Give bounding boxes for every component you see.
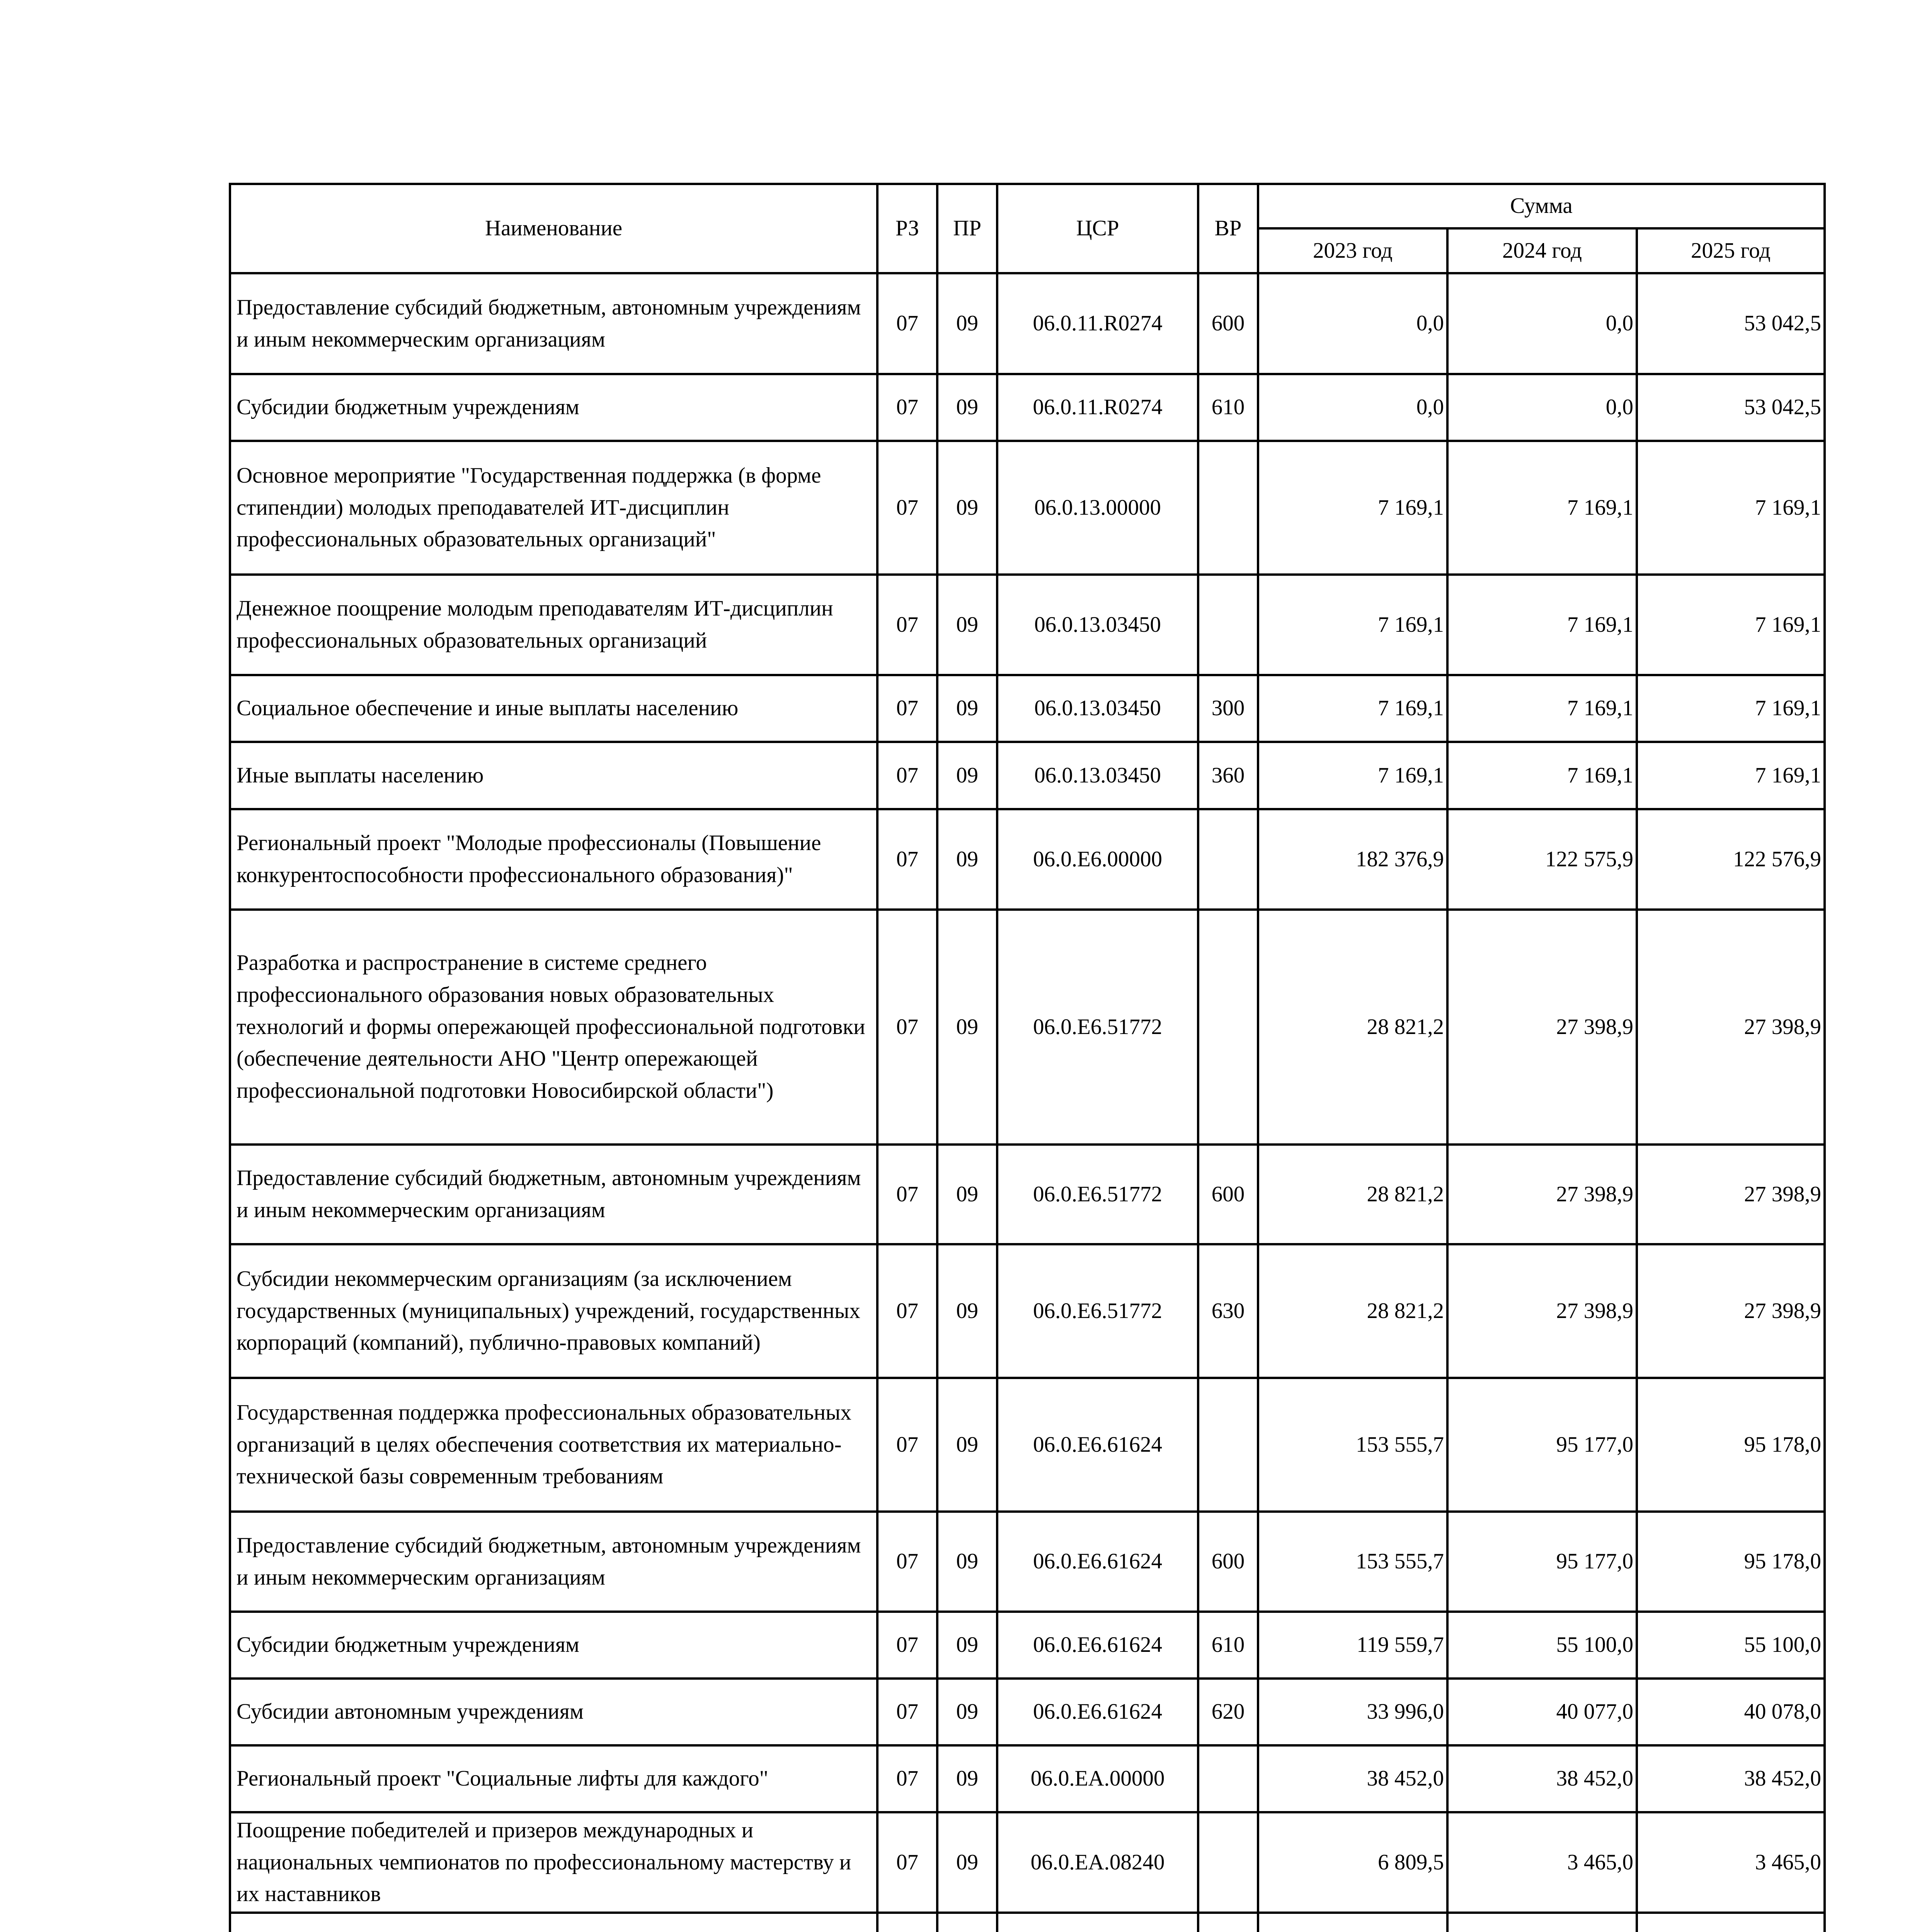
- cell-name: Предоставление субсидий бюджетным, автономным учреждениям и иным некоммерческим организациям: [230, 273, 877, 374]
- cell-rz: 07: [877, 1745, 937, 1812]
- header-name: Наименование: [230, 184, 877, 273]
- cell-vr: 300: [1198, 675, 1258, 742]
- cell-rz: 07: [877, 1612, 937, 1679]
- cell-2023: 0,0: [1258, 273, 1447, 374]
- cell-2025: 55 100,0: [1637, 1612, 1825, 1679]
- cell-csr: 06.0.E6.61624: [997, 1512, 1198, 1612]
- cell-vr: 630: [1198, 1244, 1258, 1378]
- cell-rz: 07: [877, 1812, 937, 1913]
- table-row: [230, 742, 1825, 809]
- table-row: [230, 910, 1825, 1145]
- cell-2024: 0,0: [1447, 374, 1637, 441]
- table-row: [230, 273, 1825, 374]
- cell-pr: 09: [937, 1812, 997, 1913]
- cell-csr: 06.0.E6.51772: [997, 1145, 1198, 1244]
- cell-vr: 610: [1198, 1612, 1258, 1679]
- cell-name: Региональный проект "Молодые профессионалы (Повышение конкурентоспособности профессионального образования)": [230, 809, 877, 910]
- cell-rz: 07: [877, 374, 937, 441]
- cell-2024: 27 398,9: [1447, 1244, 1637, 1378]
- cell-csr: 06.0.EA.00000: [997, 1745, 1198, 1812]
- table-row: [230, 1745, 1825, 1812]
- table-row: [230, 809, 1825, 910]
- cell-csr: 06.0.13.03450: [997, 575, 1198, 675]
- table-header: [230, 184, 1825, 273]
- cell-name: Разработка и распространение в системе среднего профессионального образования новых образовательных технологий и формы опережающей профессиональной подготовки (обеспечение деятельности АНО "Центр опережающей профессиональной подготовки Новосибирской области"): [230, 910, 877, 1145]
- cell-pr: 09: [937, 1612, 997, 1679]
- cell-pr: [937, 1913, 997, 1932]
- cell-2023: 28 821,2: [1258, 1244, 1447, 1378]
- cell-2025: [1637, 1913, 1825, 1932]
- header-year-2025: 2025 год: [1637, 228, 1825, 273]
- cell-name: Государственная поддержка профессиональных образовательных организаций в целях обеспечения соответствия их материально-технической базы современным требованиям: [230, 1378, 877, 1512]
- cell-2025: 95 178,0: [1637, 1512, 1825, 1612]
- cell-vr: 600: [1198, 1145, 1258, 1244]
- cell-rz: 07: [877, 910, 937, 1145]
- cell-name: Региональный проект "Социальные лифты для каждого": [230, 1745, 877, 1812]
- cell-csr: [997, 1913, 1198, 1932]
- cell-2025: 7 169,1: [1637, 742, 1825, 809]
- cell-2023: 7 169,1: [1258, 675, 1447, 742]
- header-vr: ВР: [1198, 184, 1258, 273]
- cell-2023: 7 169,1: [1258, 575, 1447, 675]
- cell-rz: 07: [877, 809, 937, 910]
- cell-vr: 600: [1198, 273, 1258, 374]
- cell-vr: 620: [1198, 1679, 1258, 1745]
- table-row: [230, 1512, 1825, 1612]
- cell-csr: 06.0.13.03450: [997, 742, 1198, 809]
- cell-2024: 7 169,1: [1447, 742, 1637, 809]
- table-row: [230, 1913, 1825, 1932]
- cell-pr: 09: [937, 273, 997, 374]
- cell-name: Субсидии некоммерческим организациям (за исключением государственных (муниципальных) учреждений, государственных корпораций (компаний), публично-правовых компаний): [230, 1244, 877, 1378]
- cell-rz: 07: [877, 1244, 937, 1378]
- cell-2023: 182 376,9: [1258, 809, 1447, 910]
- cell-rz: 07: [877, 675, 937, 742]
- cell-2025: 27 398,9: [1637, 1244, 1825, 1378]
- cell-2023: 38 452,0: [1258, 1745, 1447, 1812]
- cell-2025: 40 078,0: [1637, 1679, 1825, 1745]
- cell-2023: 28 821,2: [1258, 910, 1447, 1145]
- cell-vr: [1198, 1745, 1258, 1812]
- cell-2024: 38 452,0: [1447, 1745, 1637, 1812]
- cell-csr: 06.0.E6.51772: [997, 910, 1198, 1145]
- cell-vr: [1198, 910, 1258, 1145]
- cell-vr: [1198, 809, 1258, 910]
- table-row: [230, 374, 1825, 441]
- cell-rz: 07: [877, 441, 937, 575]
- header-year-2023: 2023 год: [1258, 228, 1447, 273]
- cell-csr: 06.0.E6.61624: [997, 1612, 1198, 1679]
- table-row: [230, 441, 1825, 575]
- cell-2024: 95 177,0: [1447, 1378, 1637, 1512]
- cell-2023: 119 559,7: [1258, 1612, 1447, 1679]
- cell-vr: 610: [1198, 374, 1258, 441]
- header-rz: РЗ: [877, 184, 937, 273]
- cell-pr: 09: [937, 809, 997, 910]
- cell-2024: 95 177,0: [1447, 1512, 1637, 1612]
- cell-2023: 33 996,0: [1258, 1679, 1447, 1745]
- cell-csr: 06.0.11.R0274: [997, 273, 1198, 374]
- header-year-2024: 2024 год: [1447, 228, 1637, 273]
- table-body: [230, 273, 1825, 1932]
- cell-vr: [1198, 1812, 1258, 1913]
- cell-pr: 09: [937, 441, 997, 575]
- cell-2025: 53 042,5: [1637, 374, 1825, 441]
- cell-pr: 09: [937, 1378, 997, 1512]
- cell-name: Социальное обеспечение и иные выплаты населению: [230, 675, 877, 742]
- cell-vr: [1198, 441, 1258, 575]
- cell-rz: 07: [877, 273, 937, 374]
- header-pr: ПР: [937, 184, 997, 273]
- cell-2025: 27 398,9: [1637, 1145, 1825, 1244]
- cell-pr: 09: [937, 910, 997, 1145]
- cell-name: [230, 1913, 877, 1932]
- cell-2023: 0,0: [1258, 374, 1447, 441]
- cell-2023: 153 555,7: [1258, 1378, 1447, 1512]
- header-csr: ЦСР: [997, 184, 1198, 273]
- table-row: [230, 1244, 1825, 1378]
- cell-2024: 7 169,1: [1447, 675, 1637, 742]
- cell-2023: 7 169,1: [1258, 441, 1447, 575]
- cell-vr: [1198, 1378, 1258, 1512]
- table-row: [230, 1378, 1825, 1512]
- cell-csr: 06.0.13.03450: [997, 675, 1198, 742]
- cell-rz: 07: [877, 575, 937, 675]
- cell-2024: 3 465,0: [1447, 1812, 1637, 1913]
- cell-csr: 06.0.EA.08240: [997, 1812, 1198, 1913]
- cell-2025: 38 452,0: [1637, 1745, 1825, 1812]
- table-row: [230, 575, 1825, 675]
- cell-2025: 7 169,1: [1637, 575, 1825, 675]
- table-row: [230, 1679, 1825, 1745]
- cell-rz: 07: [877, 1512, 937, 1612]
- cell-2024: [1447, 1913, 1637, 1932]
- cell-csr: 06.0.13.00000: [997, 441, 1198, 575]
- cell-2023: [1258, 1913, 1447, 1932]
- cell-2024: 7 169,1: [1447, 575, 1637, 675]
- cell-pr: 09: [937, 1244, 997, 1378]
- cell-rz: 07: [877, 1145, 937, 1244]
- cell-pr: 09: [937, 742, 997, 809]
- budget-table: [229, 183, 1826, 1932]
- cell-rz: [877, 1913, 937, 1932]
- cell-2023: 6 809,5: [1258, 1812, 1447, 1913]
- table-row: [230, 1612, 1825, 1679]
- cell-2023: 28 821,2: [1258, 1145, 1447, 1244]
- cell-vr: 600: [1198, 1512, 1258, 1612]
- cell-pr: 09: [937, 1512, 997, 1612]
- cell-name: Предоставление субсидий бюджетным, автономным учреждениям и иным некоммерческим организациям: [230, 1145, 877, 1244]
- cell-2024: 7 169,1: [1447, 441, 1637, 575]
- cell-pr: 09: [937, 1745, 997, 1812]
- cell-2025: 7 169,1: [1637, 441, 1825, 575]
- cell-2024: 27 398,9: [1447, 1145, 1637, 1244]
- cell-csr: 06.0.E6.61624: [997, 1679, 1198, 1745]
- cell-pr: 09: [937, 1679, 997, 1745]
- table-row: [230, 675, 1825, 742]
- cell-name: Иные выплаты населению: [230, 742, 877, 809]
- cell-2025: 122 576,9: [1637, 809, 1825, 910]
- cell-2023: 7 169,1: [1258, 742, 1447, 809]
- cell-pr: 09: [937, 374, 997, 441]
- cell-vr: 360: [1198, 742, 1258, 809]
- table-row: [230, 1145, 1825, 1244]
- cell-name: Субсидии автономным учреждениям: [230, 1679, 877, 1745]
- cell-2024: 0,0: [1447, 273, 1637, 374]
- cell-name: Денежное поощрение молодым преподавателям ИТ-дисциплин профессиональных образовательных организаций: [230, 575, 877, 675]
- header-sum: Сумма: [1258, 184, 1825, 228]
- cell-2025: 3 465,0: [1637, 1812, 1825, 1913]
- cell-2023: 153 555,7: [1258, 1512, 1447, 1612]
- cell-pr: 09: [937, 1145, 997, 1244]
- cell-2025: 27 398,9: [1637, 910, 1825, 1145]
- cell-name: Основное мероприятие "Государственная поддержка (в форме стипендии) молодых преподавателей ИТ-дисциплин профессиональных образовательных организаций": [230, 441, 877, 575]
- cell-csr: 06.0.E6.51772: [997, 1244, 1198, 1378]
- cell-2025: 53 042,5: [1637, 273, 1825, 374]
- cell-2025: 95 178,0: [1637, 1378, 1825, 1512]
- cell-name: Субсидии бюджетным учреждениям: [230, 1612, 877, 1679]
- cell-2024: 27 398,9: [1447, 910, 1637, 1145]
- cell-pr: 09: [937, 675, 997, 742]
- cell-vr: [1198, 1913, 1258, 1932]
- cell-rz: 07: [877, 1679, 937, 1745]
- cell-rz: 07: [877, 1378, 937, 1512]
- cell-name: Поощрение победителей и призеров международных и национальных чемпионатов по профессиональному мастерству и их наставников: [230, 1812, 877, 1913]
- cell-pr: 09: [937, 575, 997, 675]
- cell-vr: [1198, 575, 1258, 675]
- cell-name: Субсидии бюджетным учреждениям: [230, 374, 877, 441]
- cell-2024: 55 100,0: [1447, 1612, 1637, 1679]
- cell-csr: 06.0.11.R0274: [997, 374, 1198, 441]
- cell-name: Предоставление субсидий бюджетным, автономным учреждениям и иным некоммерческим организациям: [230, 1512, 877, 1612]
- table-row: [230, 1812, 1825, 1913]
- cell-csr: 06.0.E6.00000: [997, 809, 1198, 910]
- cell-csr: 06.0.E6.61624: [997, 1378, 1198, 1512]
- cell-rz: 07: [877, 742, 937, 809]
- cell-2024: 40 077,0: [1447, 1679, 1637, 1745]
- cell-2025: 7 169,1: [1637, 675, 1825, 742]
- cell-2024: 122 575,9: [1447, 809, 1637, 910]
